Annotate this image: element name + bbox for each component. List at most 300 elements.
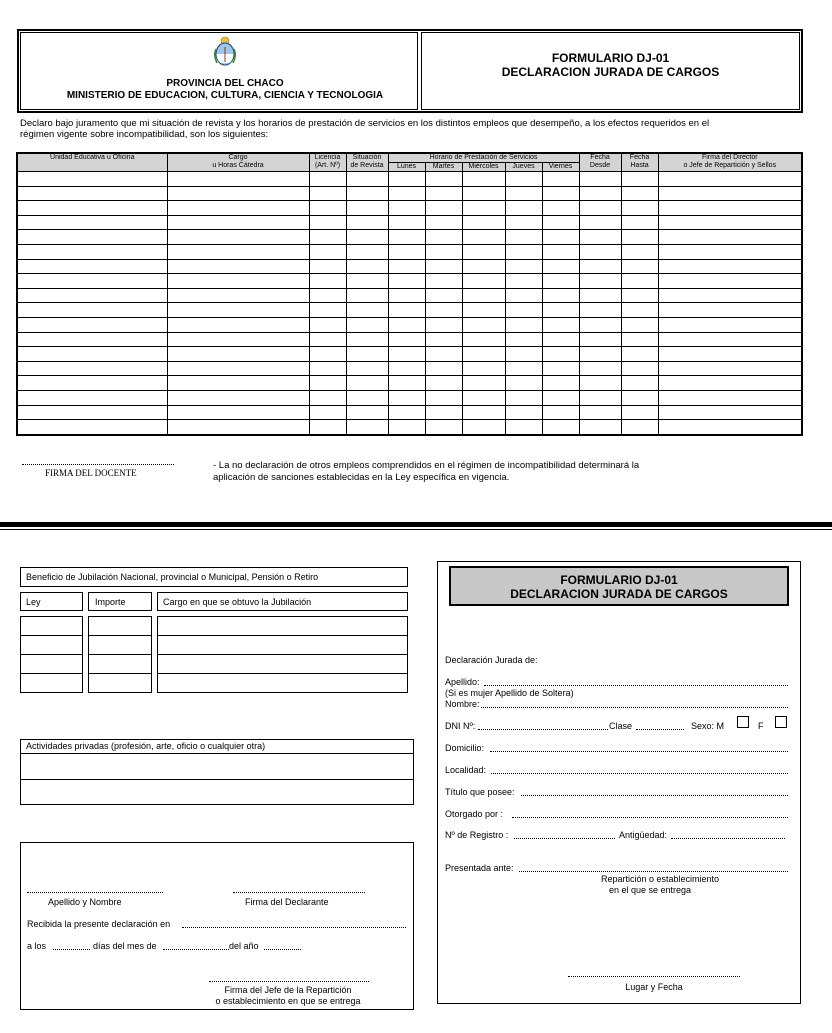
stub-apellido-line[interactable] bbox=[484, 685, 788, 686]
table-cell[interactable] bbox=[17, 303, 167, 318]
table-cell[interactable] bbox=[542, 317, 579, 332]
table-cell[interactable] bbox=[462, 317, 505, 332]
stub-clase-label: Clase bbox=[609, 721, 633, 731]
col-day-jueves: Jueves bbox=[505, 163, 542, 172]
table-cell[interactable] bbox=[658, 186, 802, 201]
table-cell[interactable] bbox=[309, 390, 346, 405]
table-row bbox=[17, 361, 802, 376]
table-cell[interactable] bbox=[425, 390, 462, 405]
header-province: PROVINCIA DEL CHACO bbox=[166, 78, 284, 89]
table-cell[interactable] bbox=[658, 172, 802, 187]
table-cell[interactable] bbox=[388, 215, 425, 230]
table-cell[interactable] bbox=[542, 244, 579, 259]
table-cell[interactable] bbox=[388, 420, 425, 435]
table-cell[interactable] bbox=[425, 347, 462, 362]
table-cell[interactable] bbox=[579, 317, 621, 332]
table-cell[interactable] bbox=[346, 390, 388, 405]
stub-domicilio-label: Domicilio: bbox=[445, 743, 485, 753]
table-cell[interactable] bbox=[167, 347, 309, 362]
table-cell[interactable] bbox=[17, 274, 167, 289]
table-cell[interactable] bbox=[167, 390, 309, 405]
table-cell[interactable] bbox=[462, 186, 505, 201]
stub-dni-label: DNI Nº: bbox=[445, 721, 476, 731]
stub-declaracion-label: Declaración Jurada de: bbox=[445, 655, 538, 665]
table-cell[interactable] bbox=[167, 274, 309, 289]
table-cell[interactable] bbox=[17, 259, 167, 274]
table-cell[interactable] bbox=[621, 215, 658, 230]
table-cell[interactable] bbox=[346, 405, 388, 420]
table-cell[interactable] bbox=[167, 215, 309, 230]
col-cargo: Cargo u Horas Cátedra bbox=[167, 153, 309, 172]
table-cell[interactable] bbox=[346, 317, 388, 332]
table-cell[interactable] bbox=[346, 332, 388, 347]
table-cell[interactable] bbox=[462, 274, 505, 289]
table-cell[interactable] bbox=[388, 186, 425, 201]
jubilacion-cell[interactable] bbox=[157, 616, 408, 636]
table-row bbox=[17, 390, 802, 405]
table-row bbox=[17, 201, 802, 216]
col-situacion: Situación de Revista bbox=[346, 153, 388, 172]
table-cell[interactable] bbox=[309, 303, 346, 318]
table-cell[interactable] bbox=[579, 390, 621, 405]
table-row bbox=[17, 259, 802, 274]
table-cell[interactable] bbox=[462, 332, 505, 347]
table-cell[interactable] bbox=[658, 420, 802, 435]
table-cell[interactable] bbox=[346, 259, 388, 274]
col-fecha-desde: Fecha Desde bbox=[579, 153, 621, 172]
col-licencia: Licencia (Art. Nº) bbox=[309, 153, 346, 172]
stub-localidad-line[interactable] bbox=[491, 773, 788, 774]
table-cell[interactable] bbox=[462, 420, 505, 435]
table-cell[interactable] bbox=[542, 405, 579, 420]
stub-dni-line[interactable] bbox=[478, 729, 608, 730]
header-form-title: DECLARACION JURADA DE CARGOS bbox=[501, 65, 720, 79]
table-cell[interactable] bbox=[388, 347, 425, 362]
table-cell[interactable] bbox=[309, 244, 346, 259]
table-cell[interactable] bbox=[17, 172, 167, 187]
table-cell[interactable] bbox=[425, 361, 462, 376]
table-cell[interactable] bbox=[17, 332, 167, 347]
table-cell[interactable] bbox=[542, 390, 579, 405]
table-cell[interactable] bbox=[505, 201, 542, 216]
mes-line[interactable] bbox=[163, 949, 229, 950]
table-cell[interactable] bbox=[462, 230, 505, 245]
table-cell[interactable] bbox=[425, 376, 462, 391]
table-cell[interactable] bbox=[658, 303, 802, 318]
sexo-m-checkbox[interactable] bbox=[737, 716, 749, 728]
table-cell[interactable] bbox=[505, 288, 542, 303]
table-cell[interactable] bbox=[309, 361, 346, 376]
firma-jefe-label-2: o establecimiento en que se entrega bbox=[215, 996, 361, 1006]
table-cell[interactable] bbox=[579, 405, 621, 420]
table-cell[interactable] bbox=[425, 259, 462, 274]
jubilacion-cell[interactable] bbox=[88, 616, 152, 636]
stub-soltera-label: (Si es mujer Apellido de Soltera) bbox=[445, 688, 574, 698]
table-cell[interactable] bbox=[388, 274, 425, 289]
table-cell[interactable] bbox=[425, 405, 462, 420]
table-cell[interactable] bbox=[579, 332, 621, 347]
table-cell[interactable] bbox=[346, 244, 388, 259]
table-cell[interactable] bbox=[346, 361, 388, 376]
jubilacion-cell[interactable] bbox=[88, 635, 152, 655]
table-cell[interactable] bbox=[309, 186, 346, 201]
table-cell[interactable] bbox=[167, 376, 309, 391]
table-cell[interactable] bbox=[505, 303, 542, 318]
jubilacion-cell[interactable] bbox=[88, 673, 152, 693]
table-cell[interactable] bbox=[621, 230, 658, 245]
table-cell[interactable] bbox=[505, 259, 542, 274]
table-cell[interactable] bbox=[542, 288, 579, 303]
recibida-label: Recibida la presente declaración en bbox=[27, 919, 173, 929]
jub-cargo-label: Cargo en que se obtuvo la Jubilación bbox=[163, 597, 312, 607]
table-cell[interactable] bbox=[658, 361, 802, 376]
jubilacion-cell[interactable] bbox=[157, 654, 408, 674]
actividades-row-2[interactable] bbox=[20, 779, 414, 805]
stub-otorgado-line[interactable] bbox=[512, 817, 788, 818]
table-cell[interactable] bbox=[505, 405, 542, 420]
stub-titulo-label: Título que posee: bbox=[445, 787, 515, 797]
table-cell[interactable] bbox=[462, 215, 505, 230]
table-cell[interactable] bbox=[542, 361, 579, 376]
table-cell[interactable] bbox=[167, 317, 309, 332]
table-cell[interactable] bbox=[505, 186, 542, 201]
a-los-label: a los bbox=[27, 941, 47, 951]
table-cell[interactable] bbox=[462, 288, 505, 303]
col-horario: Horario de Prestación de Servicios bbox=[388, 153, 579, 163]
table-cell[interactable] bbox=[542, 347, 579, 362]
table-cell[interactable] bbox=[505, 361, 542, 376]
recibida-line[interactable] bbox=[182, 927, 406, 928]
stub-nombre-label: Nombre: bbox=[445, 699, 480, 709]
table-cell[interactable] bbox=[388, 303, 425, 318]
table-cell[interactable] bbox=[658, 244, 802, 259]
note-line-1: - La no declaración de otros empleos comprendidos en el régimen de incompatibilidad determinará la bbox=[213, 460, 640, 471]
table-cell[interactable] bbox=[17, 361, 167, 376]
table-cell[interactable] bbox=[425, 317, 462, 332]
jubilacion-cell[interactable] bbox=[157, 635, 408, 655]
table-cell[interactable] bbox=[658, 332, 802, 347]
table-cell[interactable] bbox=[621, 347, 658, 362]
table-cell[interactable] bbox=[542, 259, 579, 274]
cargos-table bbox=[16, 152, 803, 436]
table-cell[interactable] bbox=[621, 274, 658, 289]
firma-docente-label: FIRMA DEL DOCENTE bbox=[45, 468, 137, 478]
table-cell[interactable] bbox=[579, 420, 621, 435]
table-cell[interactable] bbox=[309, 317, 346, 332]
jubilacion-cell[interactable] bbox=[20, 616, 83, 636]
sexo-f-checkbox[interactable] bbox=[775, 716, 787, 728]
anio-line[interactable] bbox=[264, 949, 301, 950]
table-cell[interactable] bbox=[658, 376, 802, 391]
table-row bbox=[17, 332, 802, 347]
table-cell[interactable] bbox=[621, 405, 658, 420]
table-row bbox=[17, 274, 802, 289]
table-cell[interactable] bbox=[425, 201, 462, 216]
table-cell[interactable] bbox=[621, 244, 658, 259]
table-cell[interactable] bbox=[621, 172, 658, 187]
table-cell[interactable] bbox=[505, 244, 542, 259]
table-cell[interactable] bbox=[621, 186, 658, 201]
table-cell[interactable] bbox=[425, 186, 462, 201]
table-cell[interactable] bbox=[309, 347, 346, 362]
note-line-2: aplicación de sanciones establecidas en la Ley específica en vigencia. bbox=[213, 472, 510, 483]
table-row bbox=[17, 215, 802, 230]
table-cell[interactable] bbox=[621, 390, 658, 405]
table-cell[interactable] bbox=[425, 215, 462, 230]
table-cell[interactable] bbox=[167, 244, 309, 259]
table-cell[interactable] bbox=[579, 361, 621, 376]
table-cell[interactable] bbox=[167, 361, 309, 376]
table-row bbox=[17, 376, 802, 391]
table-cell[interactable] bbox=[542, 332, 579, 347]
table-cell[interactable] bbox=[462, 259, 505, 274]
table-cell[interactable] bbox=[462, 303, 505, 318]
actividades-row-1[interactable] bbox=[20, 753, 414, 780]
table-cell[interactable] bbox=[425, 288, 462, 303]
table-cell[interactable] bbox=[658, 317, 802, 332]
table-cell[interactable] bbox=[505, 347, 542, 362]
table-cell[interactable] bbox=[462, 361, 505, 376]
table-cell[interactable] bbox=[309, 274, 346, 289]
table-cell[interactable] bbox=[388, 405, 425, 420]
table-cell[interactable] bbox=[388, 317, 425, 332]
table-cell[interactable] bbox=[346, 274, 388, 289]
table-cell[interactable] bbox=[309, 230, 346, 245]
table-cell[interactable] bbox=[658, 390, 802, 405]
table-cell[interactable] bbox=[167, 201, 309, 216]
table-cell[interactable] bbox=[542, 420, 579, 435]
table-cell[interactable] bbox=[462, 347, 505, 362]
table-cell[interactable] bbox=[388, 332, 425, 347]
table-cell[interactable] bbox=[462, 376, 505, 391]
table-cell[interactable] bbox=[579, 172, 621, 187]
table-cell[interactable] bbox=[167, 420, 309, 435]
table-cell[interactable] bbox=[388, 244, 425, 259]
table-cell[interactable] bbox=[542, 230, 579, 245]
lugar-fecha-line[interactable] bbox=[568, 976, 740, 977]
table-cell[interactable] bbox=[505, 215, 542, 230]
table-cell[interactable] bbox=[167, 332, 309, 347]
table-cell[interactable] bbox=[658, 201, 802, 216]
col-unidad: Unidad Educativa u Oficina bbox=[17, 153, 167, 172]
table-cell[interactable] bbox=[346, 230, 388, 245]
table-cell[interactable] bbox=[505, 230, 542, 245]
table-cell[interactable] bbox=[658, 259, 802, 274]
table-cell[interactable] bbox=[462, 244, 505, 259]
jubilacion-cell[interactable] bbox=[20, 654, 83, 674]
actividades-title: Actividades privadas (profesión, arte, oficio o cualquier otra) bbox=[26, 741, 266, 751]
table-cell[interactable] bbox=[658, 405, 802, 420]
table-cell[interactable] bbox=[542, 274, 579, 289]
table-cell[interactable] bbox=[462, 405, 505, 420]
table-cell[interactable] bbox=[346, 303, 388, 318]
table-cell[interactable] bbox=[462, 390, 505, 405]
table-cell[interactable] bbox=[542, 186, 579, 201]
table-cell[interactable] bbox=[658, 215, 802, 230]
table-cell[interactable] bbox=[346, 347, 388, 362]
table-cell[interactable] bbox=[346, 172, 388, 187]
table-cell[interactable] bbox=[621, 303, 658, 318]
table-cell[interactable] bbox=[388, 172, 425, 187]
table-cell[interactable] bbox=[579, 186, 621, 201]
table-cell[interactable] bbox=[621, 420, 658, 435]
table-cell[interactable] bbox=[17, 390, 167, 405]
table-cell[interactable] bbox=[167, 405, 309, 420]
a-los-line[interactable] bbox=[53, 949, 90, 950]
table-cell[interactable] bbox=[346, 420, 388, 435]
table-cell[interactable] bbox=[17, 201, 167, 216]
table-cell[interactable] bbox=[309, 215, 346, 230]
table-cell[interactable] bbox=[388, 376, 425, 391]
table-cell[interactable] bbox=[17, 186, 167, 201]
table-cell[interactable] bbox=[309, 405, 346, 420]
table-cell[interactable] bbox=[17, 347, 167, 362]
table-cell[interactable] bbox=[425, 303, 462, 318]
table-cell[interactable] bbox=[388, 230, 425, 245]
stub-domicilio-line[interactable] bbox=[490, 751, 788, 752]
table-cell[interactable] bbox=[505, 172, 542, 187]
table-cell[interactable] bbox=[579, 288, 621, 303]
table-cell[interactable] bbox=[17, 288, 167, 303]
table-row bbox=[17, 347, 802, 362]
table-cell[interactable] bbox=[621, 332, 658, 347]
stub-nombre-line[interactable] bbox=[481, 707, 788, 708]
table-cell[interactable] bbox=[17, 405, 167, 420]
table-cell[interactable] bbox=[542, 376, 579, 391]
table-cell[interactable] bbox=[621, 259, 658, 274]
table-cell[interactable] bbox=[346, 288, 388, 303]
table-cell[interactable] bbox=[309, 259, 346, 274]
table-cell[interactable] bbox=[346, 215, 388, 230]
jub-importe-label: Importe bbox=[95, 597, 126, 607]
table-row bbox=[17, 172, 802, 187]
table-cell[interactable] bbox=[17, 215, 167, 230]
table-cell[interactable] bbox=[621, 317, 658, 332]
table-cell[interactable] bbox=[505, 390, 542, 405]
table-row bbox=[17, 244, 802, 259]
table-cell[interactable] bbox=[167, 230, 309, 245]
table-cell[interactable] bbox=[621, 376, 658, 391]
jubilacion-cell[interactable] bbox=[157, 673, 408, 693]
table-cell[interactable] bbox=[388, 361, 425, 376]
table-cell[interactable] bbox=[621, 288, 658, 303]
table-cell[interactable] bbox=[309, 332, 346, 347]
table-cell[interactable] bbox=[579, 244, 621, 259]
table-cell[interactable] bbox=[425, 420, 462, 435]
table-cell[interactable] bbox=[462, 172, 505, 187]
table-cell[interactable] bbox=[388, 201, 425, 216]
table-cell[interactable] bbox=[17, 317, 167, 332]
table-cell[interactable] bbox=[17, 376, 167, 391]
table-cell[interactable] bbox=[17, 230, 167, 245]
table-cell[interactable] bbox=[309, 376, 346, 391]
stub-form-code: FORMULARIO DJ-01 bbox=[560, 573, 678, 587]
table-cell[interactable] bbox=[579, 376, 621, 391]
stub-clase-line[interactable] bbox=[636, 729, 684, 730]
table-cell[interactable] bbox=[542, 215, 579, 230]
table-cell[interactable] bbox=[579, 347, 621, 362]
jubilacion-cell[interactable] bbox=[20, 673, 83, 693]
stub-titulo-line[interactable] bbox=[521, 795, 788, 796]
jubilacion-cell[interactable] bbox=[20, 635, 83, 655]
table-cell[interactable] bbox=[658, 230, 802, 245]
stub-otorgado-label: Otorgado por : bbox=[445, 809, 504, 819]
table-cell[interactable] bbox=[346, 186, 388, 201]
stub-registro-line[interactable] bbox=[514, 838, 615, 839]
table-cell[interactable] bbox=[579, 303, 621, 318]
table-cell[interactable] bbox=[17, 420, 167, 435]
table-cell[interactable] bbox=[505, 420, 542, 435]
table-cell[interactable] bbox=[309, 288, 346, 303]
table-cell[interactable] bbox=[167, 288, 309, 303]
table-cell[interactable] bbox=[425, 230, 462, 245]
table-cell[interactable] bbox=[542, 172, 579, 187]
table-cell[interactable] bbox=[425, 244, 462, 259]
col-fecha-hasta: Fecha Hasta bbox=[621, 153, 658, 172]
table-cell[interactable] bbox=[167, 303, 309, 318]
table-cell[interactable] bbox=[388, 288, 425, 303]
table-cell[interactable] bbox=[309, 172, 346, 187]
table-cell[interactable] bbox=[505, 317, 542, 332]
table-cell[interactable] bbox=[167, 186, 309, 201]
table-cell[interactable] bbox=[621, 361, 658, 376]
table-cell[interactable] bbox=[346, 376, 388, 391]
apellido-nombre-line bbox=[27, 892, 163, 893]
table-cell[interactable] bbox=[542, 201, 579, 216]
table-cell[interactable] bbox=[309, 201, 346, 216]
stub-sexo-label: Sexo: M bbox=[691, 721, 725, 731]
table-cell[interactable] bbox=[167, 259, 309, 274]
table-cell[interactable] bbox=[309, 420, 346, 435]
coat-of-arms-icon bbox=[212, 35, 238, 67]
table-cell[interactable] bbox=[658, 288, 802, 303]
table-cell[interactable] bbox=[346, 201, 388, 216]
stub-localidad-label: Localidad: bbox=[445, 765, 487, 775]
table-cell[interactable] bbox=[658, 347, 802, 362]
table-cell[interactable] bbox=[658, 274, 802, 289]
firma-docente-line bbox=[22, 464, 174, 465]
table-row bbox=[17, 230, 802, 245]
del-anio-label: del año bbox=[229, 941, 259, 951]
table-cell[interactable] bbox=[621, 201, 658, 216]
table-cell[interactable] bbox=[425, 332, 462, 347]
table-cell[interactable] bbox=[579, 274, 621, 289]
table-row bbox=[17, 420, 802, 435]
table-cell[interactable] bbox=[579, 201, 621, 216]
firma-declarante-label: Firma del Declarante bbox=[245, 897, 329, 907]
table-cell[interactable] bbox=[505, 332, 542, 347]
dias-label: días del mes de bbox=[93, 941, 157, 951]
table-cell[interactable] bbox=[505, 376, 542, 391]
table-cell[interactable] bbox=[579, 230, 621, 245]
table-cell[interactable] bbox=[425, 274, 462, 289]
stub-presentada-line[interactable] bbox=[519, 871, 788, 872]
table-cell[interactable] bbox=[462, 201, 505, 216]
table-cell[interactable] bbox=[17, 244, 167, 259]
stub-antiguedad-line[interactable] bbox=[671, 838, 785, 839]
table-cell[interactable] bbox=[505, 274, 542, 289]
jubilacion-cell[interactable] bbox=[88, 654, 152, 674]
table-cell[interactable] bbox=[388, 259, 425, 274]
table-cell[interactable] bbox=[388, 390, 425, 405]
table-cell[interactable] bbox=[579, 215, 621, 230]
table-row bbox=[17, 186, 802, 201]
table-row bbox=[17, 288, 802, 303]
table-cell[interactable] bbox=[579, 259, 621, 274]
table-cell[interactable] bbox=[425, 172, 462, 187]
table-cell[interactable] bbox=[167, 172, 309, 187]
table-cell[interactable] bbox=[542, 303, 579, 318]
